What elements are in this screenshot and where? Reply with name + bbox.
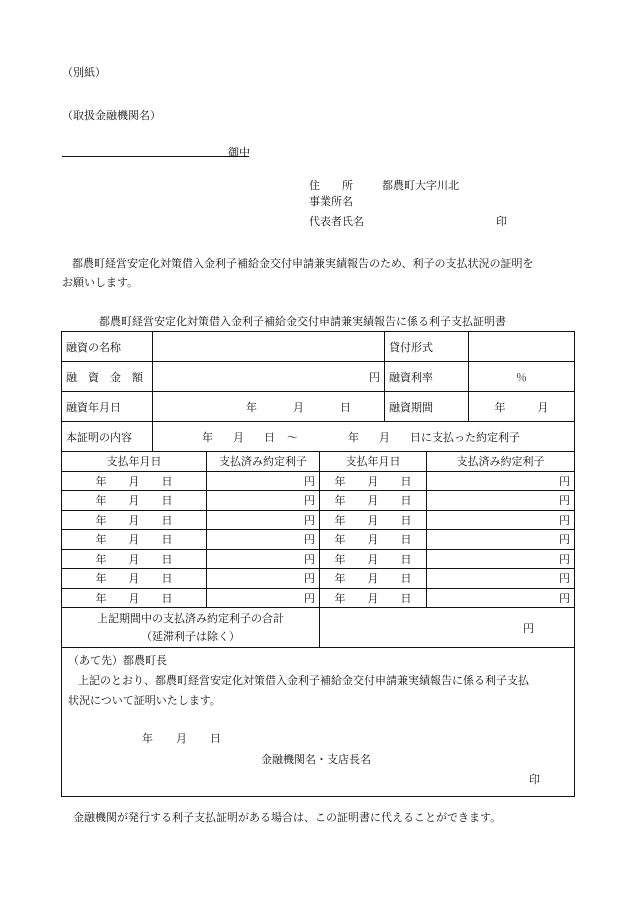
payment-date-cell: 年 月 日	[62, 588, 207, 608]
payment-interest-cell: 円	[427, 491, 575, 511]
payment-date-cell: 年 月 日	[320, 510, 427, 530]
onchu-label: 御中	[228, 146, 250, 159]
loan-date-label: 融資年月日	[62, 392, 153, 422]
signer-seal: 印	[529, 773, 540, 786]
loan-name-value	[153, 332, 385, 362]
payment-date-cell: 年 月 日	[320, 530, 427, 550]
payment-row	[62, 549, 575, 569]
payment-date-cell: 年 月 日	[320, 588, 427, 608]
addressee: （あて先）都農町長	[68, 654, 167, 667]
footer-note: 金融機関が発行する利子支払証明がある場合は、この証明書に代えることができます。	[73, 811, 502, 824]
payment-interest-cell: 円	[207, 588, 320, 608]
total-label: 上記期間中の支払済み約定利子の合計 （延滞利子は除く）	[62, 608, 320, 648]
certification-text-1: 上記のとおり、都農町経営安定化対策借入金利子補給金交付申請兼実績報告に係る利子支払	[78, 674, 529, 687]
payment-interest-cell: 円	[427, 510, 575, 530]
payment-date-cell: 年 月 日	[62, 510, 207, 530]
payment-date-cell: 年 月 日	[62, 491, 207, 511]
signer-label: 金融機関名・支店長名	[261, 753, 371, 766]
attachment-label: （別紙）	[62, 66, 106, 79]
payment-header-row: 支払年月日 支払済み約定利子 支払年月日 支払済み約定利子	[62, 452, 575, 472]
institution-placeholder: （取扱金融機関名）	[62, 109, 161, 122]
payment-interest-cell: 円	[207, 491, 320, 511]
loan-amount-label: 融 資 金 額	[62, 362, 153, 392]
payment-interest-cell: 円	[207, 569, 320, 589]
institution-name-line	[62, 156, 249, 157]
loan-date-value: 年 月 日	[153, 392, 385, 422]
payment-interest-cell: 円	[427, 588, 575, 608]
loan-rate-label: 融資利率	[385, 362, 469, 392]
payment-interest-cell: 円	[427, 530, 575, 550]
loan-period-label: 融資期間	[385, 392, 469, 422]
certification-text-2: 状況について証明いたします。	[68, 694, 221, 707]
percent-unit: ％	[516, 370, 527, 384]
payment-date-cell: 年 月 日	[320, 471, 427, 491]
loan-name-label: 融資の名称	[62, 332, 153, 362]
payment-interest-cell: 円	[207, 510, 320, 530]
applicant-seal: 印	[496, 215, 507, 228]
payment-interest-cell: 円	[207, 530, 320, 550]
certification-day: 日	[210, 732, 221, 745]
payment-date-cell: 年 月 日	[320, 491, 427, 511]
certification-year: 年	[142, 732, 153, 745]
address-label: 住 所	[309, 179, 353, 192]
form-title: 都農町経営安定化対策借入金利子補給金交付申請兼実績報告に係る利子支払証明書	[99, 315, 506, 328]
request-line-2: お願いします。	[62, 276, 139, 289]
payment-interest-cell: 円	[427, 569, 575, 589]
payment-row	[62, 491, 575, 511]
address-value: 都農町大字川北	[382, 179, 459, 192]
certificate-period-value: 年 月 日 ～ 年 月 日に支払った約定利子	[153, 422, 575, 452]
yen-unit: 円	[369, 370, 380, 384]
payment-interest-cell: 円	[207, 549, 320, 569]
loan-type-value	[469, 332, 575, 362]
payment-date-cell: 年 月 日	[320, 569, 427, 589]
loan-amount-value	[153, 362, 385, 392]
payment-rows	[62, 471, 575, 608]
payment-date-cell: 年 月 日	[320, 549, 427, 569]
loan-period-value: 年 月	[469, 392, 575, 422]
payment-row	[62, 588, 575, 608]
payment-interest-cell: 円	[207, 471, 320, 491]
total-value: 円	[320, 608, 575, 648]
payment-date-cell: 年 月 日	[62, 549, 207, 569]
certificate-content-label: 本証明の内容	[62, 422, 153, 452]
certification-section	[62, 648, 575, 797]
payment-interest-cell: 円	[427, 549, 575, 569]
office-name-label: 事業所名	[309, 195, 353, 208]
payment-date-cell: 年 月 日	[62, 569, 207, 589]
representative-label: 代表者氏名	[309, 215, 364, 228]
payment-interest-cell: 円	[427, 471, 575, 491]
payment-row	[62, 510, 575, 530]
payment-date-cell: 年 月 日	[62, 530, 207, 550]
loan-rate-value	[469, 362, 575, 392]
payment-row	[62, 471, 575, 491]
request-line-1: 都農町経営安定化対策借入金利子補給金交付申請兼実績報告のため、利子の支払状況の証明を	[72, 257, 534, 270]
loan-type-label: 貸付形式	[385, 332, 469, 362]
payment-date-cell: 年 月 日	[62, 471, 207, 491]
payment-row	[62, 530, 575, 550]
certification-month: 月	[176, 732, 187, 745]
certificate-table	[61, 331, 575, 797]
payment-row	[62, 569, 575, 589]
